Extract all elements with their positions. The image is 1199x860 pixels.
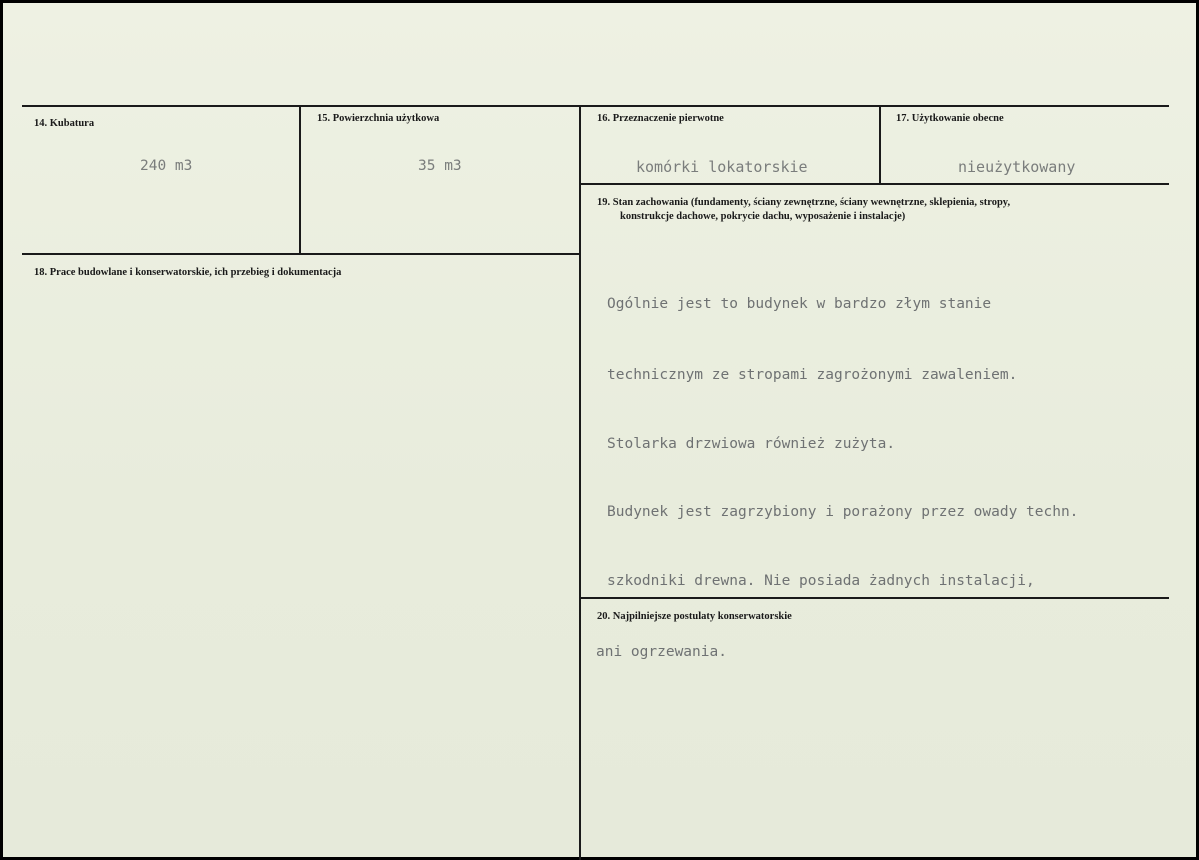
field-19-line: Budynek jest zagrzybiony i porażony przez owady techn. xyxy=(607,504,1079,520)
rule-below-16-17 xyxy=(580,183,1169,185)
field-17-value: nieużytkowany xyxy=(958,158,1076,176)
field-17-label: 17. Użytkowanie obecne xyxy=(896,113,1004,124)
top-rule xyxy=(22,105,1169,107)
field-14-label: 14. Kubatura xyxy=(34,118,95,129)
field-19-line: Ogólnie jest to budynek w bardzo złym stanie xyxy=(607,296,992,312)
field-19-line: ani ogrzewania. xyxy=(596,644,727,660)
field-19-label-line2: konstrukcje dachowe, pokrycie dachu, wyposażenie i instalacje) xyxy=(620,211,906,222)
field-15-label: 15. Powierzchnia użytkowa xyxy=(317,113,440,124)
divider-14-15 xyxy=(299,105,301,254)
field-15-value: 35 m3 xyxy=(418,158,462,174)
field-16-label: 16. Przeznaczenie pierwotne xyxy=(597,113,724,124)
divider-16-17 xyxy=(879,105,881,185)
field-14-value: 240 m3 xyxy=(140,158,193,174)
rule-below-14-15 xyxy=(22,253,581,255)
divider-left-right xyxy=(579,105,581,860)
field-19-line: szkodniki drewna. Nie posiada żadnych instalacji, xyxy=(607,573,1035,589)
field-18-label: 18. Prace budowlane i konserwatorskie, ich przebieg i dokumentacja xyxy=(34,267,342,278)
field-19-line: technicznym ze stropami zagrożonymi zawaleniem. xyxy=(607,366,1018,383)
field-19-label-line1: 19. Stan zachowania (fundamenty, ściany zewnętrzne, ściany wewnętrzne, sklepienia, stropy, xyxy=(597,197,1011,208)
field-16-value: komórki lokatorskie xyxy=(636,158,808,176)
field-19-line: Stolarka drzwiowa również zużyta. xyxy=(607,436,896,452)
field-20-label: 20. Najpilniejsze postulaty konserwatorskie xyxy=(597,611,792,622)
